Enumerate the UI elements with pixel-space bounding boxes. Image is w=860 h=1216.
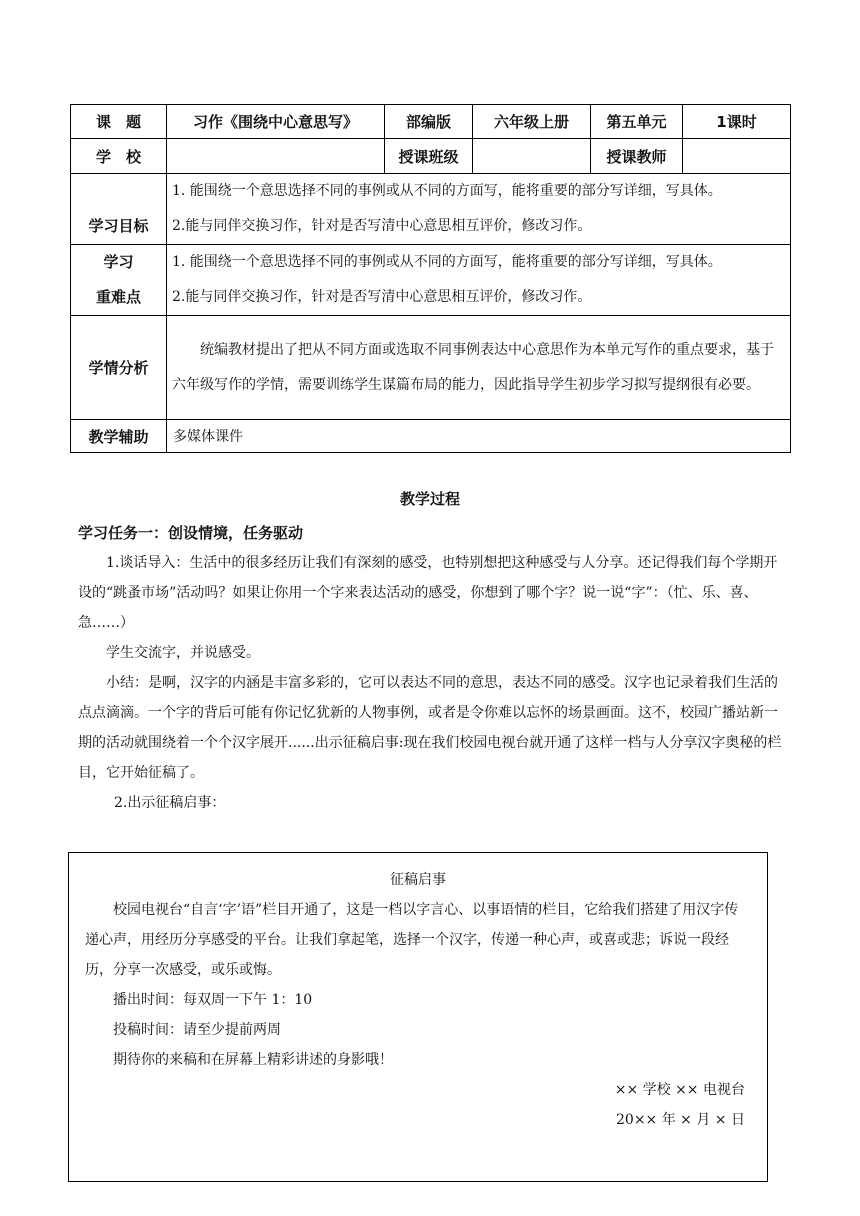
key-points-label-line: 学习 (103, 253, 134, 271)
notice-body: 校园电视台“自言‘字’语”栏目开通了，这是一档以字言心、以事语情的栏目，它给我们搭建了用汉字传递心声，用经历分享感受的平台。让我们拿起笔，选择一个汉字，传递一种心声，或喜或悲；诉说一段经历，分享一次感受，或乐或悔。 (85, 902, 739, 978)
unit-cell: 第五单元 (591, 105, 683, 139)
process-body (78, 548, 790, 818)
objective-item: 2.能与同伴交换习作，针对是否写清中心意思相互评价，修改习作。 (172, 218, 592, 234)
key-points-content (167, 245, 791, 316)
teacher-value (683, 139, 791, 174)
table-row (71, 316, 791, 420)
key-point-item: 2.能与同伴交换习作，针对是否写清中心意思相互评价，修改习作。 (172, 289, 592, 305)
class-label: 授课班级 (385, 139, 473, 174)
objective-item: 1. 能围绕一个意思选择不同的事例或从不同的方面写，能将重要的部分写详细，写具体。 (172, 183, 722, 199)
task1-title: 学习任务一：创设情境，任务驱动 (78, 524, 304, 542)
paragraph: 小结：是啊，汉字的内涵是丰富多彩的，它可以表达不同的意思，表达不同的感受。汉字也记录着我们生活的点点滴滴。一个字的背后可能有你记忆犹新的人物事例，或者是令你难以忘怀的场景画面。这不，校园广播站新一期的活动就围绕着一个个汉字展开......出示征稿启事:现在我们校园电视台就开通了这样一档与人分享汉字奥秘的栏目，它开始征稿了。 (78, 675, 782, 781)
key-point-item: 1. 能围绕一个意思选择不同的事例或从不同的方面写，能将重要的部分写详细，写具体。 (172, 254, 722, 270)
class-value (473, 139, 591, 174)
topic-label: 课 题 (71, 105, 167, 139)
analysis-content: 统编教材提出了把从不同方面或选取不同事例表达中心意思作为本单元写作的重点要求，基于六年级写作的学情，需要训练学生谋篇布局的能力，因此指导学生初步学习拟写提纲很有必要。 (167, 316, 791, 420)
key-points-label-line: 重难点 (95, 288, 141, 306)
paragraph: 2.出示征稿启事： (114, 795, 226, 811)
call-for-papers-box (68, 852, 768, 1182)
notice-date: 20×× 年 × 月 × 日 (616, 1112, 745, 1128)
process-title: 教学过程 (399, 490, 460, 508)
objectives-label: 学习目标 (71, 174, 167, 245)
lesson-info-table (70, 104, 791, 453)
school-label: 学 校 (71, 139, 167, 174)
table-row (71, 420, 791, 453)
hours-cell: 1课时 (683, 105, 791, 139)
aids-label: 教学辅助 (71, 420, 167, 453)
submit-time: 投稿时间：请至少提前两周 (113, 1022, 281, 1038)
edition-cell: 部编版 (385, 105, 473, 139)
paragraph: 1.谈话导入：生活中的很多经历让我们有深刻的感受，也特别想把这种感受与人分享。还记得我们每个学期开设的“跳蚤市场”活动吗？如果让你用一个字来表达活动的感受，你想到了哪个字？说一说“字”：（忙、乐、喜、急……） (78, 555, 778, 631)
table-row (71, 245, 791, 316)
notice-signature: ×× 学校 ×× 电视台 (614, 1082, 745, 1098)
notice-title: 征稿启事 (390, 872, 446, 888)
grade-cell: 六年级上册 (473, 105, 591, 139)
notice-closing: 期待你的来稿和在屏幕上精彩讲述的身影哦！ (113, 1052, 393, 1068)
table-row (71, 174, 791, 245)
broadcast-time: 播出时间：每双周一下午 1：10 (113, 992, 313, 1008)
table-row (71, 139, 791, 174)
analysis-label: 学情分析 (71, 316, 167, 420)
objectives-content (167, 174, 791, 245)
table-row (71, 105, 791, 139)
key-points-label (71, 245, 167, 316)
topic-title: 习作《围绕中心意思写》 (167, 105, 385, 139)
aids-content: 多媒体课件 (167, 420, 791, 453)
teacher-label: 授课教师 (591, 139, 683, 174)
paragraph: 学生交流字，并说感受。 (106, 645, 260, 661)
school-value (167, 139, 385, 174)
